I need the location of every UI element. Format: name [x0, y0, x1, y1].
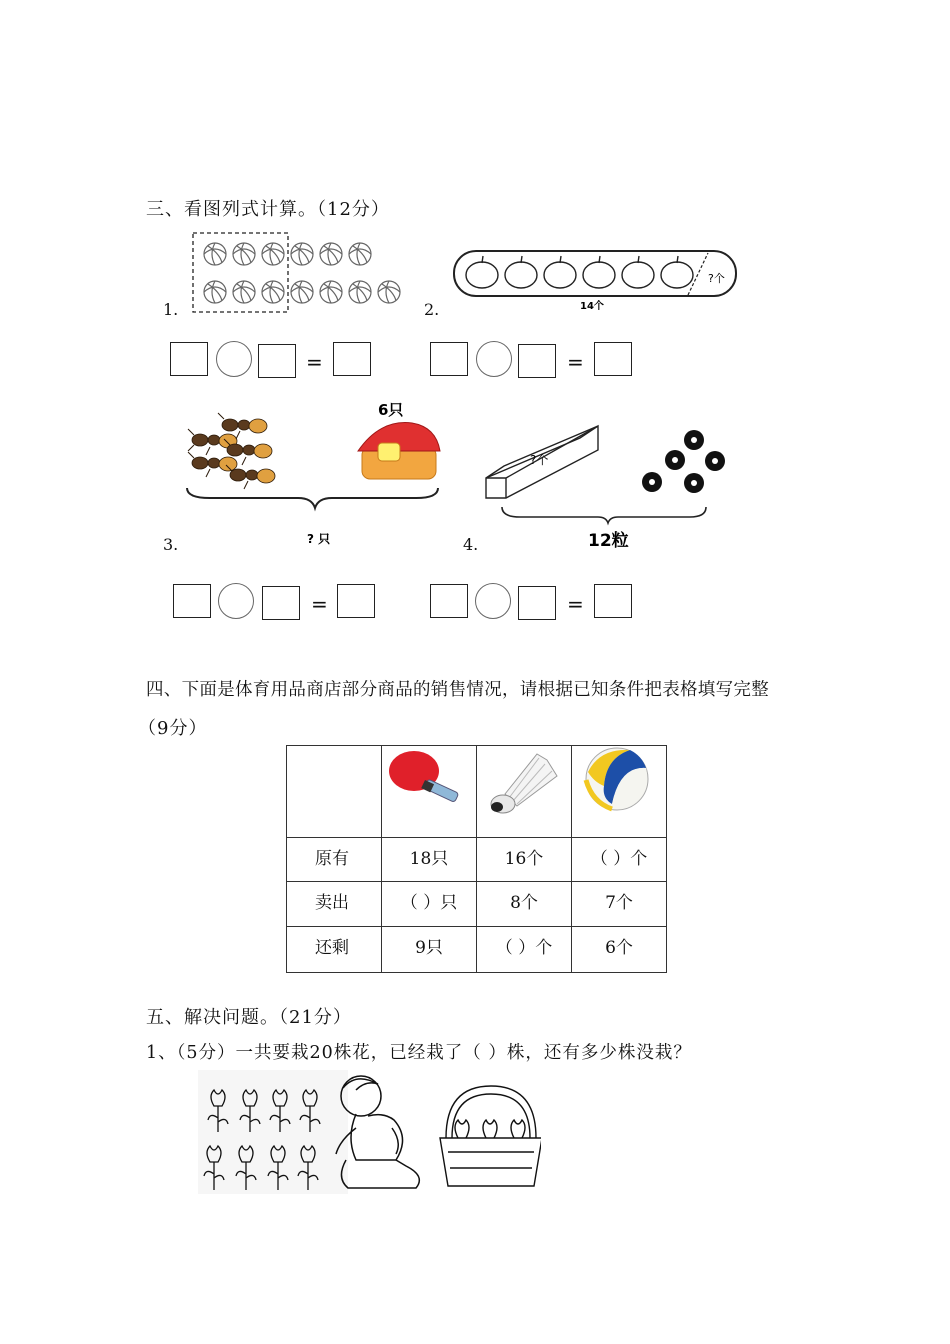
- q2-answer-box-2[interactable]: [518, 344, 556, 378]
- sales-table: [286, 745, 667, 973]
- section5-q1: 1、（5分）一共要栽20株花，已经栽了（ ）株，还有多少株没栽？: [146, 1043, 692, 1063]
- q2-answer-box-3[interactable]: [594, 342, 632, 376]
- table-row-original: [287, 838, 667, 882]
- q3-answer-box-2[interactable]: [262, 586, 300, 620]
- q3-total-label: ? 只: [307, 532, 331, 546]
- q1-equals: =: [306, 350, 323, 374]
- q4-equals: =: [567, 592, 584, 616]
- q1-answer-box-2[interactable]: [258, 344, 296, 378]
- q2-answer-box-1[interactable]: [430, 342, 468, 376]
- table-cell: 9只: [382, 927, 477, 973]
- q1-operator-circle[interactable]: [216, 341, 252, 377]
- q2-operator-circle[interactable]: [476, 341, 512, 377]
- table-cell-blank[interactable]: （ ）个: [477, 927, 572, 973]
- q3-answer-box-1[interactable]: [173, 584, 211, 618]
- volleyball-figure: [190, 230, 410, 315]
- section3-title: 三、看图列式计算。（12分）: [146, 199, 390, 220]
- q1-answer-box-3[interactable]: [333, 342, 371, 376]
- row-label: 原有: [287, 838, 382, 882]
- table-cell: 8个: [477, 882, 572, 927]
- table-corner-cell: [287, 746, 382, 838]
- table-row-sold: [287, 882, 667, 927]
- row-label: 卖出: [287, 882, 382, 927]
- table-header-row: [287, 746, 667, 838]
- table-cell: 16个: [477, 838, 572, 882]
- row-label: 还剩: [287, 927, 382, 973]
- table-item-cell: [477, 746, 572, 838]
- q1-answer-box-1[interactable]: [170, 342, 208, 376]
- q4-operator-circle[interactable]: [475, 583, 511, 619]
- table-cell-blank[interactable]: （ ）只: [382, 882, 477, 927]
- q2-number: 2.: [424, 300, 440, 319]
- q4-answer-box-3[interactable]: [594, 584, 632, 618]
- boy-icon: [336, 1076, 419, 1188]
- ping-pong-paddle-icon: [382, 746, 476, 832]
- q4-answer-box-2[interactable]: [518, 586, 556, 620]
- q4-total-label: 12粒: [588, 531, 629, 551]
- q3-answer-box-3[interactable]: [337, 584, 375, 618]
- section4-title: 四、下面是体育用品商店部分商品的销售情况，请根据已知条件把表格填写完整: [146, 680, 769, 700]
- table-cell: 6个: [572, 927, 667, 973]
- table-item-cell: [382, 746, 477, 838]
- q4-number: 4.: [463, 535, 479, 554]
- q4-box-label: ?个: [530, 453, 549, 467]
- bead-icons: [642, 430, 725, 493]
- volleyball-icon: [572, 746, 666, 832]
- q3-operator-circle[interactable]: [218, 583, 254, 619]
- ants-house-figure: [180, 395, 445, 555]
- box-beads-figure: [480, 420, 740, 555]
- q3-number: 3.: [163, 535, 179, 554]
- q2-unknown-label: ?个: [708, 272, 725, 285]
- q2-equals: =: [567, 350, 584, 374]
- q1-number: 1.: [163, 300, 179, 319]
- section5-title: 五、解决问题。（21分）: [146, 1007, 352, 1028]
- table-cell-blank[interactable]: （ ）个: [572, 838, 667, 882]
- basket-icon: [440, 1086, 541, 1186]
- apple-figure: [450, 245, 740, 315]
- flower-planting-figure: [196, 1068, 541, 1198]
- table-cell: 18只: [382, 838, 477, 882]
- table-row-remaining: [287, 927, 667, 973]
- q3-equals: =: [311, 592, 328, 616]
- q4-answer-box-1[interactable]: [430, 584, 468, 618]
- shuttlecock-icon: [477, 746, 571, 832]
- q3-house-label: 6只: [378, 401, 404, 419]
- house-icon: [358, 423, 440, 479]
- table-item-cell: [572, 746, 667, 838]
- q2-total-label: 14个: [580, 301, 604, 312]
- section4-points: （9分）: [138, 718, 208, 739]
- table-cell: 7个: [572, 882, 667, 927]
- ant-group-icon: [192, 419, 275, 483]
